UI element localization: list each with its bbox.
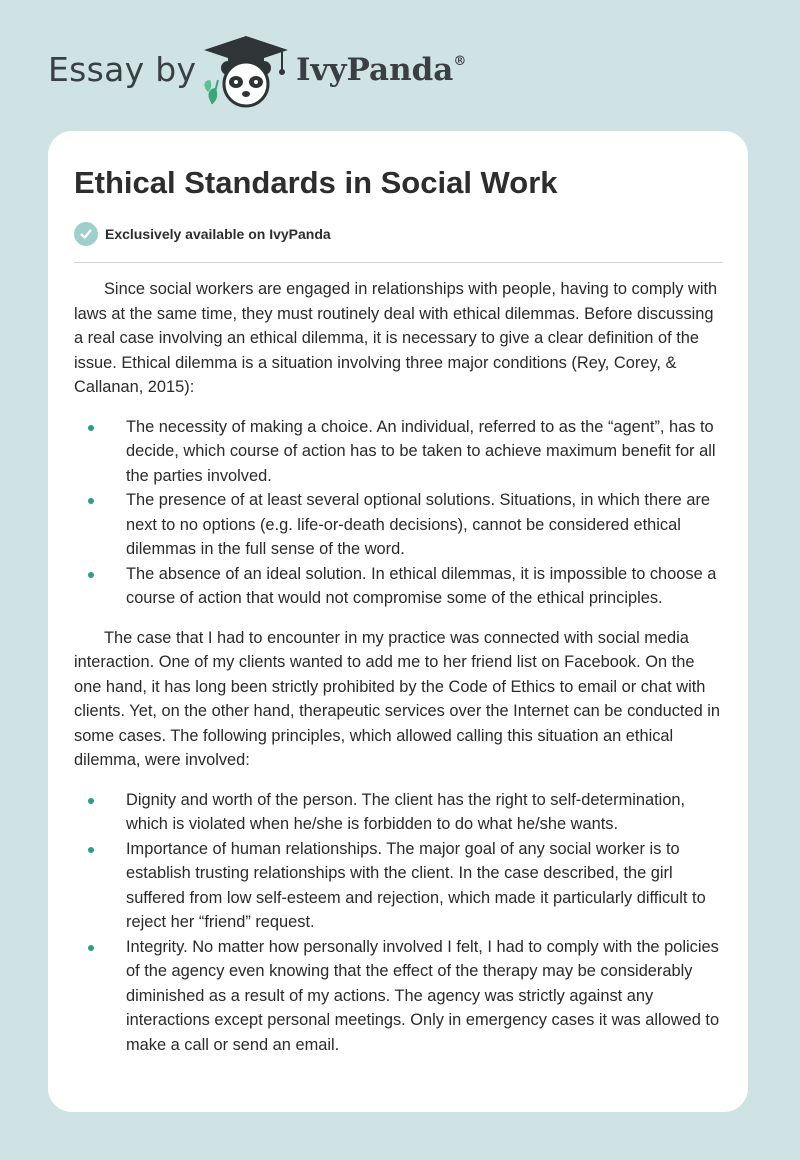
list-item-text: The presence of at least several optional solutions. Situations, in which there are next to no options (e.g. life-or-death decisions), cannot be considered ethical dilemmas in the full sense of the word.	[126, 491, 711, 558]
list-item-text: Importance of human relationships. The major goal of any social worker is to establish trusting relationships with the client. In the case described, the girl suffered from low self-esteem and rejection, which made it particularly difficult to reject her “friend” request.	[126, 839, 706, 931]
list-item	[74, 415, 724, 489]
registered-mark: ®	[453, 53, 467, 69]
essay-body	[74, 277, 724, 1072]
brand-name[interactable]	[296, 52, 466, 88]
list-item-text: Dignity and worth of the person. The client has the right to self-determination, which is violated when he/she is forbidden to do what he/she wants.	[126, 790, 686, 833]
list-item-text: Integrity. No matter how personally involved I felt, I had to comply with the policies of the agency even knowing that the effect of the therapy may be considerably diminished as a result of my actions. The agency was strictly against any interactions except personal meetings. Only in emergency cases it was allowed to make a call or send an email.	[126, 937, 720, 1054]
bullet-icon	[88, 847, 94, 853]
bullet-icon	[88, 572, 94, 578]
panda-graduate-logo-icon[interactable]	[198, 34, 294, 110]
divider	[74, 262, 723, 263]
list-item	[74, 788, 724, 837]
principles-list	[74, 788, 724, 1058]
bullet-icon	[88, 425, 94, 431]
list-item	[74, 935, 724, 1058]
check-icon	[74, 222, 98, 246]
list-item-text: The necessity of making a choice. An individual, referred to as the “agent”, has to decide, which course of action has to be taken to achieve maximum benefit for all the parties involved.	[126, 417, 716, 485]
bullet-icon	[88, 498, 94, 504]
list-item	[74, 837, 724, 935]
paragraph: Since social workers are engaged in relationships with people, having to comply with laws at the same time, they must routinely deal with ethical dilemmas. Before discussing a real case involving an ethical dilemma, it is necessary to give a clear definition of the issue. Ethical dilemma is a situation involving three major conditions (Rey, Corey, & Callanan, 2015):	[74, 280, 718, 396]
essay-by-label: Essay by	[48, 50, 197, 89]
site-header	[0, 0, 800, 130]
brand-label: IvyPanda	[296, 52, 454, 88]
list-item-text: The absence of an ideal solution. In ethical dilemmas, it is impossible to choose a course of action that would not compromise some of the ethical principles.	[126, 564, 717, 607]
exclusive-badge	[74, 222, 331, 246]
conditions-list	[74, 415, 724, 611]
essay-card	[48, 131, 748, 1112]
list-item	[74, 488, 724, 562]
list-item	[74, 562, 724, 611]
bullet-icon	[88, 798, 94, 804]
badge-label: Exclusively available on IvyPanda	[105, 226, 331, 242]
bullet-icon	[88, 945, 94, 951]
paragraph: The case that I had to encounter in my practice was connected with social media interaction. One of my clients wanted to add me to her friend list on Facebook. On the one hand, it has long been strictly prohibited by the Code of Ethics to email or chat with clients. Yet, on the other hand, therapeutic services over the Internet can be conducted in some cases. The following principles, which allowed calling this situation an ethical dilemma, were involved:	[74, 628, 721, 769]
page-title: Ethical Standards in Social Work	[74, 165, 558, 200]
